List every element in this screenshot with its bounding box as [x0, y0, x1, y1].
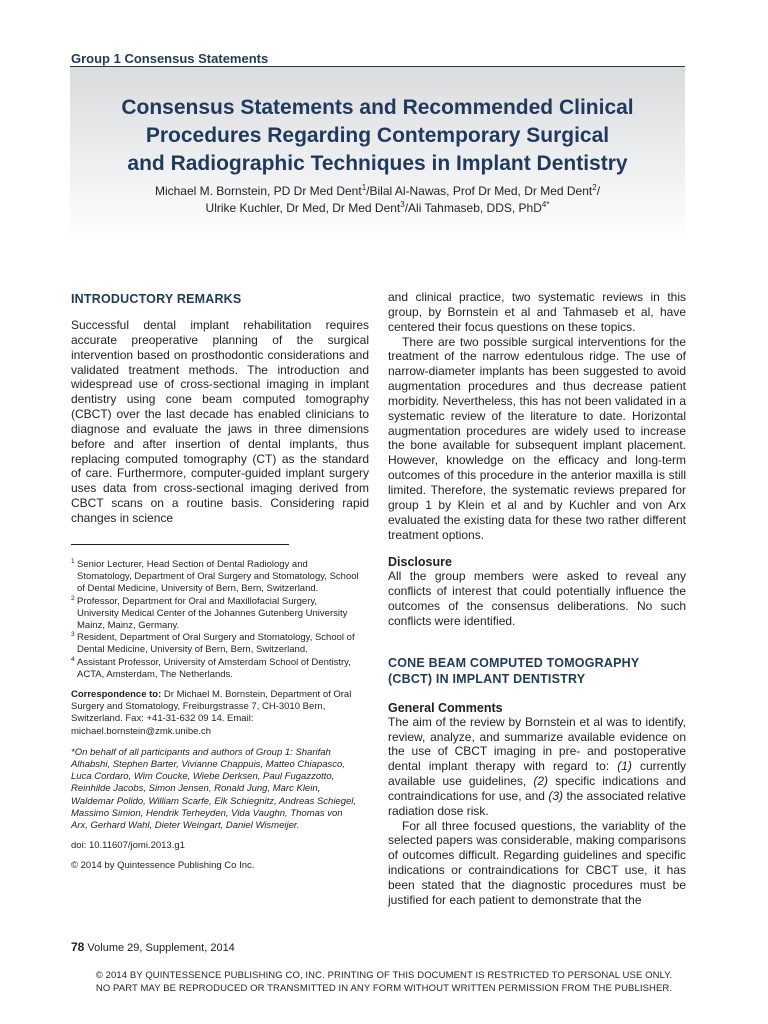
footnote-text: Assistant Professor, University of Amsterdam School of Dentistry, ACTA, Amsterdam, The Netherlands.	[77, 656, 351, 680]
footnote-text: Professor, Department for Oral and Maxillofacial Surgery, University Medical Center of the Johannes Gutenberg University Mainz, Mainz, Germany.	[77, 595, 348, 632]
right-column	[388, 290, 686, 908]
title-line: Procedures Regarding Contemporary Surgical	[145, 124, 610, 147]
author-affiliation-mark: 4*	[541, 200, 550, 209]
journal-info: Volume 29, Supplement, 2014	[84, 942, 235, 954]
list-number: (3)	[548, 788, 564, 803]
intro-continued-paragraph: and clinical practice, two systematic reviews in this group, by Bornstein et al and Tahmaseb et al, have centered their focus questions on these topics.	[388, 290, 686, 334]
text-run: the associated relative radiation dose risk.	[388, 788, 686, 818]
title-line: Consensus Statements and Recommended Clinical	[121, 96, 634, 119]
text-run: specific indications and contraindications for use, and	[388, 774, 686, 803]
list-number: (2)	[533, 774, 549, 789]
author-list	[80, 183, 675, 217]
copyright-note: © 2014 by Quintessence Publishing Co Inc.	[71, 860, 255, 872]
heading-line: CONE BEAM COMPUTED TOMOGRAPHY	[388, 655, 640, 670]
general-comments-heading: General Comments	[388, 700, 503, 715]
author-name: Ulrike Kuchler, Dr Med, Dr Med Dent	[205, 201, 401, 215]
correspondence-text: Dr Michael M. Bornstein, Department of Oral Surgery and Stomatology, Freiburgstrasse 7, CH-3010 Bern, Switzerland. Fax: +41-31-632 09 14. Email: michael.bornstein@zmk.unibe.ch	[71, 689, 352, 737]
footnote-marker: 2	[71, 594, 75, 602]
group-members-note: *On behalf of all participants and authors of Group 1: Sharifah Alhabshi, Stephen Barter, Vivianne Chappuis, Matteo Chiapasco, Luca Cordaro, Wim Coucke, Wiebe Derksen, Paul Fugazzotto, Reinhilde Jacobs, Simon Jensen, Ronald Jung, Marc Klein, Waldemar Polido, William Scarfe, Elk Schiegnitz, Andreas Schiegel, Massimo Simion, Hendrik Terheyden, Vida Vaughn, Thomas von Arx, Gerhard Wahl, Dieter Weingart, Daniel Wismeijer.	[71, 746, 357, 832]
narrow-ridge-paragraph: There are two possible surgical interventions for the treatment of the narrow edentulous ridge. The use of narrow-diameter implants has been suggested to avoid augmentation procedures and thus decrease patient morbidity. Nevertheless, this has not been validated in a systematic review of the literature to date. Horizontal augmentation procedures are widely used to increase the bone available for subsequent implant placement. However, knowledge on the efficacy and long-term outcomes of this procedure in the anterior maxilla is still limited. Therefore, the systematic reviews prepared for group 1 by Klein et al and by Kuchler and von Arx evaluated the existing data for these two rather different treatment options.	[388, 334, 686, 542]
author-affiliation-mark: 1	[361, 183, 367, 192]
footnote-marker: 1	[71, 558, 75, 565]
heading-line: (CBCT) IN IMPLANT DENTISTRY	[388, 671, 586, 686]
section-label: Group 1 Consensus Statements	[71, 51, 269, 66]
correspondence-note	[71, 689, 361, 738]
rights-notice	[0, 969, 768, 995]
footnote-marker: 3	[71, 631, 75, 639]
section-heading-introductory-remarks: INTRODUCTORY REMARKS	[71, 292, 242, 306]
text-run: currently available use guidelines,	[388, 759, 686, 789]
list-number: (1)	[617, 759, 632, 774]
footnote-marker: 4	[71, 655, 75, 663]
text-run: The aim of the review by Bornstein et al was to identify, review, analyze, and summarize available evidence on the use of CBCT imaging in pre- and postoperative dental implant therapy with regard to:	[388, 714, 686, 774]
correspondence-label: Correspondence to:	[71, 689, 162, 701]
title-line: and Radiographic Techniques in Implant Dentistry	[127, 152, 628, 175]
left-column	[71, 292, 369, 526]
disclosure-heading: Disclosure	[388, 555, 452, 570]
affiliation-footnote-1	[71, 559, 361, 596]
article-title	[70, 94, 685, 178]
author-affiliation-mark: 3	[400, 200, 405, 209]
footnote-text: Senior Lecturer, Head Section of Dental Radiology and Stomatology, Department of Oral Surgery and Stomatology, School of Dental Medicine, University of Bern, Bern, Switzerland.	[77, 559, 359, 595]
section-heading-cbct	[388, 655, 686, 687]
intro-paragraph: Successful dental implant rehabilitation requires accurate preoperative planning of the surgical intervention based on prosthodontic considerations and validated treatment methods. The introduction and widespread use of cross-sectional imaging in implant dentistry using cone beam computed tomography (CBCT) over the last decade has enabled clinicians to diagnose and evaluate the jaws in three dimensions before and after insertion of dental implants, thus replacing computed tomography (CT) as the standard of care. Furthermore, computer-guided implant surgery uses data from cross-sectional imaging derived from CBCT scans on a routine basis. Considering rapid changes in science	[71, 318, 369, 525]
author-line	[80, 200, 675, 217]
author-line	[80, 183, 675, 200]
author-name: /Bilal Al-Nawas, Prof Dr Med, Dr Med Dent	[366, 184, 593, 198]
author-name: Michael M. Bornstein, PD Dr Med Dent	[154, 184, 362, 198]
variability-paragraph: For all three focused questions, the variablity of the selected papers was considerable, making comparisons of outcomes difficult. Regarding guidelines and specific indications or contraindications for CBCT use, it has been stated that the diagnostic procedures must be justified for each patient to demonstrate that the	[388, 818, 686, 907]
disclosure-paragraph: All the group members were asked to reveal any conflicts of interest that could potentially influence the outcomes of the consensus deliberations. No such conflicts were identified.	[388, 569, 686, 628]
affiliation-footnote-2	[71, 596, 361, 633]
doi: doi: 10.11607/jomi.2013.g1	[71, 840, 185, 852]
affiliation-footnote-4	[71, 657, 361, 681]
footnotes	[71, 559, 361, 873]
footnote-text: Resident, Department of Oral Surgery and Stomatology, School of Dental Medicine, University of Bern, Bern, Switzerland.	[77, 632, 355, 656]
footnote-rule	[71, 544, 289, 545]
author-affiliation-mark: 2	[592, 183, 597, 192]
author-name: /Ali Tahmaseb, DDS, PhD	[404, 201, 542, 215]
rights-line: © 2014 BY QUINTESSENCE PUBLISHING CO, INC. PRINTING OF THIS DOCUMENT IS RESTRICTED TO PERSONAL USE ONLY.	[95, 970, 673, 981]
general-comments-paragraph	[388, 715, 686, 819]
page-number: 78	[71, 940, 85, 954]
rights-line: NO PART MAY BE REPRODUCED OR TRANSMITTED IN ANY FORM WITHOUT WRITTEN PERMISSION FROM THE PUBLISHER.	[95, 983, 673, 994]
page-folio	[71, 940, 235, 954]
affiliation-footnote-3	[71, 632, 361, 656]
author-separator: /	[596, 184, 601, 198]
